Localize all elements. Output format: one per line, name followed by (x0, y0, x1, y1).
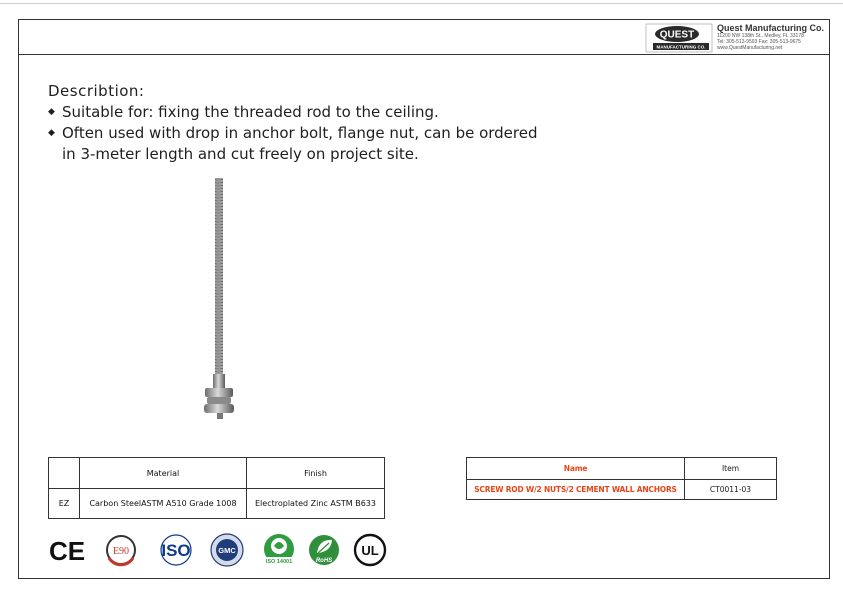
finish-header: Finish (247, 458, 385, 489)
material-header: Material (80, 458, 247, 489)
company-website: www.QuestManufacturing.net (717, 45, 783, 51)
threaded-rod-image (195, 176, 245, 424)
ce-mark-icon (48, 533, 86, 567)
svg-text:ISO 14001: ISO 14001 (265, 559, 293, 565)
diamond-bullet-icon: ◆ (48, 128, 55, 138)
finish-code: EZ (49, 489, 80, 519)
svg-text:RoHS: RoHS (315, 558, 333, 564)
logo-text: QUEST (659, 29, 695, 41)
description-title: Describtion: (48, 82, 145, 100)
top-rule (0, 3, 843, 4)
header-divider (18, 54, 830, 55)
bullet-1 (48, 102, 538, 123)
svg-text:E90: E90 (112, 546, 130, 557)
product-name: SCREW ROD W/2 NUTS/2 CEMENT WALL ANCHORS (467, 480, 685, 500)
bullet-2-text: Often used with drop in anchor bolt, flange nut, can be ordered (62, 124, 538, 142)
iso-14001-logo-icon (261, 533, 297, 567)
gmc-logo-icon (208, 533, 246, 567)
company-info (717, 23, 824, 51)
name-item-table (466, 457, 777, 500)
bullet-2 (48, 123, 538, 144)
e90-mark-icon (104, 533, 138, 567)
svg-text:GMC: GMC (218, 546, 236, 555)
description-block (48, 81, 538, 165)
iso-logo-icon (155, 533, 197, 567)
quest-logo (645, 23, 713, 53)
name-header: Name (467, 458, 685, 480)
company-name: Quest Manufacturing Co. (717, 23, 825, 33)
company-phone: Tel: 305-513-9593 Fax: 305-513-9675 (717, 39, 801, 45)
item-number: CT0011-03 (685, 480, 777, 500)
svg-text:CE: CE (48, 536, 86, 566)
diamond-bullet-icon: ◆ (48, 107, 55, 117)
material-value: Carbon SteelASTM A510 Grade 1008 (80, 489, 247, 519)
bullet-2-continuation: in 3-meter length and cut freely on project site. (62, 145, 419, 163)
svg-text:UL: UL (361, 543, 379, 558)
company-address: 11200 NW 138th St., Medley, FL 33178 (717, 33, 804, 39)
material-table-header-blank (49, 458, 80, 489)
logo-subtext: MANUFACTURING CO. (656, 44, 706, 50)
item-header: Item (685, 458, 777, 480)
rohs-logo-icon (307, 533, 341, 567)
svg-text:ISO: ISO (161, 541, 191, 560)
ul-logo-icon (353, 533, 387, 567)
finish-value: Electroplated Zinc ASTM B633 (247, 489, 385, 519)
material-table (48, 457, 385, 519)
bullet-1-text: Suitable for: fixing the threaded rod to the ceiling. (62, 103, 439, 121)
